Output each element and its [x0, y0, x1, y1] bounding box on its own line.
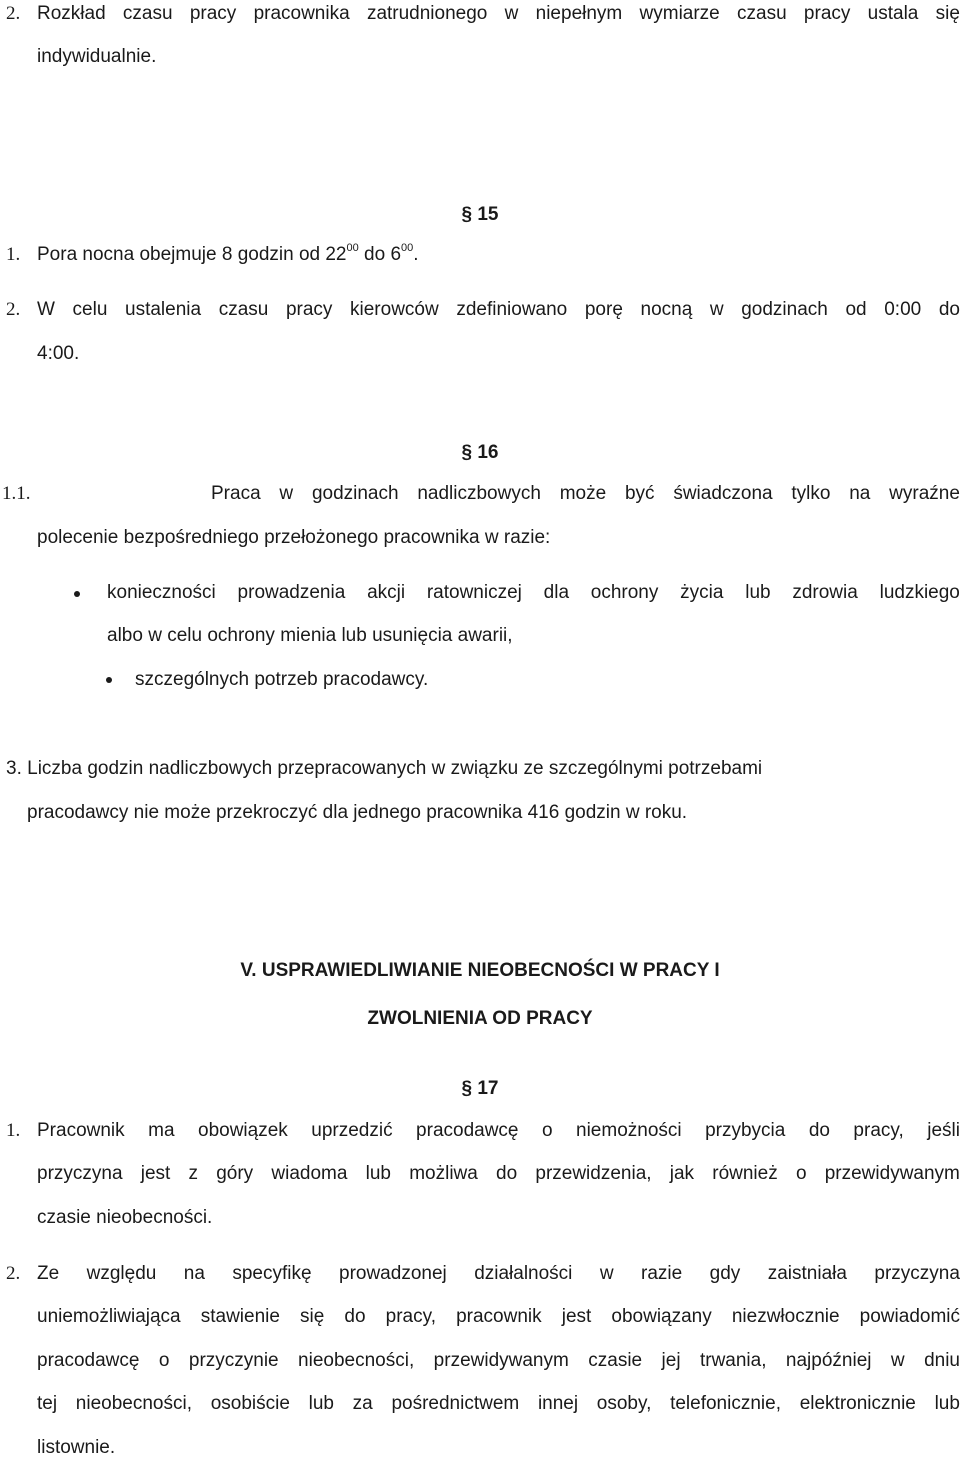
- word: również: [712, 1163, 778, 1184]
- text-segment: do 6: [358, 244, 402, 265]
- chapter-heading-text: ZWOLNIENIA OD PRACY: [367, 1008, 593, 1029]
- word: o: [795, 1163, 807, 1184]
- word: przyczynie: [188, 1350, 279, 1371]
- word: ratowniczej: [426, 582, 522, 603]
- word: pracy: [189, 3, 237, 24]
- word: dla: [543, 582, 570, 603]
- word: obowiązany: [611, 1306, 712, 1327]
- word: nieobecności,: [298, 1350, 415, 1371]
- word: porę: [584, 299, 623, 320]
- word: nocną: [640, 299, 693, 320]
- word: w: [709, 299, 724, 320]
- paragraph-number: 2.: [6, 1263, 21, 1284]
- word: działalności: [474, 1263, 573, 1284]
- word: w: [890, 1350, 905, 1371]
- word: dniu: [924, 1350, 960, 1371]
- word: godzinach: [311, 483, 399, 504]
- word: pracy,: [385, 1306, 436, 1327]
- paragraph-line: polecenie bezpośredniego przełożonego pracownika w razie:: [37, 527, 551, 548]
- word: pracy: [285, 299, 333, 320]
- word: przyczyna: [874, 1263, 960, 1284]
- paragraph-line: [37, 1262, 960, 1286]
- word: konieczności: [107, 582, 216, 603]
- word: Praca: [211, 483, 261, 504]
- word: czasu: [122, 3, 173, 24]
- word: do: [344, 1306, 366, 1327]
- word: o: [541, 1120, 553, 1141]
- word: za: [352, 1393, 373, 1414]
- word: stawienie: [200, 1306, 280, 1327]
- paragraph-line: [37, 298, 960, 322]
- word: możliwa: [409, 1163, 478, 1184]
- superscript: 00: [401, 242, 414, 254]
- word: wyraźne: [889, 483, 960, 504]
- paragraph-line: [37, 1119, 960, 1143]
- word: W: [37, 299, 55, 320]
- word: zatrudnionego: [366, 3, 488, 24]
- word: ustala: [867, 3, 919, 24]
- word: kierowców: [350, 299, 439, 320]
- paragraph-number: 1.: [6, 244, 21, 265]
- paragraph-line: pracodawcy nie może przekroczyć dla jednego pracownika 416 godzin w roku.: [27, 802, 688, 823]
- chapter-heading-text: V. USPRAWIEDLIWIANIE NIEOBECNOŚCI W PRACY I: [240, 960, 720, 981]
- word: o: [158, 1350, 170, 1371]
- word: uprzedzić: [311, 1120, 393, 1141]
- paragraph-line: czasie nieobecności.: [37, 1207, 213, 1228]
- word: ma: [148, 1120, 175, 1141]
- word: zdrowia: [792, 582, 858, 603]
- word: względu: [86, 1263, 157, 1284]
- list-item-line: albo w celu ochrony mienia lub usunięcia awarii,: [107, 625, 513, 646]
- word: wymiarze: [639, 3, 720, 24]
- word: lub: [308, 1393, 334, 1414]
- paragraph-line: [37, 1305, 960, 1329]
- word: czasie: [588, 1350, 643, 1371]
- word: czasu: [737, 3, 787, 24]
- paragraph-line: [37, 2, 960, 26]
- word: na: [849, 483, 871, 504]
- word: pracodawcę: [416, 1120, 519, 1141]
- word: ustalenia: [125, 299, 202, 320]
- word: celu: [72, 299, 108, 320]
- word: się: [300, 1306, 325, 1327]
- word: pracodawcę: [37, 1350, 140, 1371]
- word: czasu: [218, 299, 269, 320]
- word: może: [559, 483, 607, 504]
- section-title-text: § 15: [461, 204, 499, 225]
- section-16-title: [0, 441, 960, 465]
- word: gdy: [709, 1263, 741, 1284]
- word: jeśli: [927, 1120, 960, 1141]
- word: życia: [680, 582, 724, 603]
- word: osoby,: [596, 1393, 652, 1414]
- word: Pracownik: [37, 1120, 125, 1141]
- word: jej: [661, 1350, 681, 1371]
- word: jak: [669, 1163, 695, 1184]
- paragraph-line: [37, 1392, 960, 1416]
- word: Ze: [37, 1263, 60, 1284]
- paragraph-number: 2.: [6, 3, 21, 24]
- word: innej: [537, 1393, 579, 1414]
- section-title-text: § 17: [461, 1078, 499, 1099]
- word: w: [504, 3, 519, 24]
- chapter-heading-line-2: [0, 1007, 960, 1031]
- word: tylko: [791, 483, 831, 504]
- list-item-line: [107, 581, 960, 605]
- word: najpóźniej: [785, 1350, 872, 1371]
- word: przybycia: [705, 1120, 786, 1141]
- superscript: 00: [346, 242, 359, 254]
- word: ludzkiego: [879, 582, 960, 603]
- word: od: [845, 299, 867, 320]
- paragraph-line: indywidualnie.: [37, 46, 157, 67]
- bullet-icon: [106, 677, 112, 683]
- word: 0:00: [884, 299, 922, 320]
- word: pracownika: [253, 3, 350, 24]
- paragraph-line: [37, 1162, 960, 1186]
- word: niepełnym: [535, 3, 623, 24]
- word: pracy,: [853, 1120, 904, 1141]
- word: przewidywanym: [824, 1163, 960, 1184]
- paragraph-number: 1.: [6, 1120, 21, 1141]
- word: powiadomić: [859, 1306, 960, 1327]
- word: uniemożliwiająca: [37, 1306, 181, 1327]
- section-15-title: [0, 203, 960, 227]
- word: pośrednictwem: [391, 1393, 520, 1414]
- paragraph-number: 1.1.: [2, 483, 31, 504]
- word: przyczyna: [37, 1163, 123, 1184]
- word: nieobecności,: [75, 1393, 192, 1414]
- word: Rozkład: [37, 3, 106, 24]
- word: lub: [934, 1393, 960, 1414]
- word: do: [808, 1120, 830, 1141]
- word: razie: [641, 1263, 683, 1284]
- word: prowadzenia: [237, 582, 346, 603]
- word: akcji: [367, 582, 406, 603]
- word: wiadoma: [271, 1163, 348, 1184]
- paragraph-line: 4:00.: [37, 343, 80, 364]
- list-item-line: szczególnych potrzeb pracodawcy.: [135, 669, 429, 690]
- word: niemożności: [576, 1120, 682, 1141]
- word: osobiście: [210, 1393, 290, 1414]
- word: zaistniała: [767, 1263, 847, 1284]
- word: prowadzonej: [339, 1263, 447, 1284]
- word: lub: [365, 1163, 391, 1184]
- word: przewidzenia,: [535, 1163, 652, 1184]
- word: do: [496, 1163, 518, 1184]
- paragraph-line: [211, 482, 960, 506]
- word: do: [938, 299, 960, 320]
- word: jest: [561, 1306, 592, 1327]
- word: tej: [37, 1393, 58, 1414]
- section-17-title: [0, 1077, 960, 1101]
- word: obowiązek: [198, 1120, 288, 1141]
- word: trwania,: [699, 1350, 767, 1371]
- word: telefonicznie,: [670, 1393, 781, 1414]
- word: specyfikę: [232, 1263, 312, 1284]
- paragraph-line: [37, 1349, 960, 1373]
- word: na: [183, 1263, 205, 1284]
- paragraph-line: listownie.: [37, 1437, 116, 1458]
- text-segment: .: [413, 244, 419, 265]
- word: godzinach: [741, 299, 828, 320]
- section-title-text: § 16: [461, 442, 499, 463]
- word: świadczona: [673, 483, 773, 504]
- paragraph-number: 2.: [6, 299, 21, 320]
- word: lub: [745, 582, 771, 603]
- word: zdefiniowano: [456, 299, 568, 320]
- paragraph-line: [37, 243, 419, 269]
- word: się: [935, 3, 960, 24]
- word: w: [599, 1263, 614, 1284]
- word: niezwłocznie: [731, 1306, 840, 1327]
- word: elektronicznie: [799, 1393, 916, 1414]
- word: pracownik: [456, 1306, 542, 1327]
- chapter-heading-line-1: [60, 959, 900, 983]
- word: nadliczbowych: [417, 483, 541, 504]
- text-segment: Pora nocna obejmuje 8 godzin od 22: [37, 244, 347, 265]
- word: jest: [140, 1163, 171, 1184]
- paragraph-line: 3. Liczba godzin nadliczbowych przepracowanych w związku ze szczególnymi potrzebami: [6, 758, 763, 779]
- word: przewidywanym: [433, 1350, 569, 1371]
- word: pracy: [803, 3, 851, 24]
- word: góry: [216, 1163, 254, 1184]
- word: ochrony: [590, 582, 659, 603]
- word: w: [279, 483, 294, 504]
- bullet-icon: [74, 591, 80, 597]
- word: z: [188, 1163, 199, 1184]
- word: być: [624, 483, 655, 504]
